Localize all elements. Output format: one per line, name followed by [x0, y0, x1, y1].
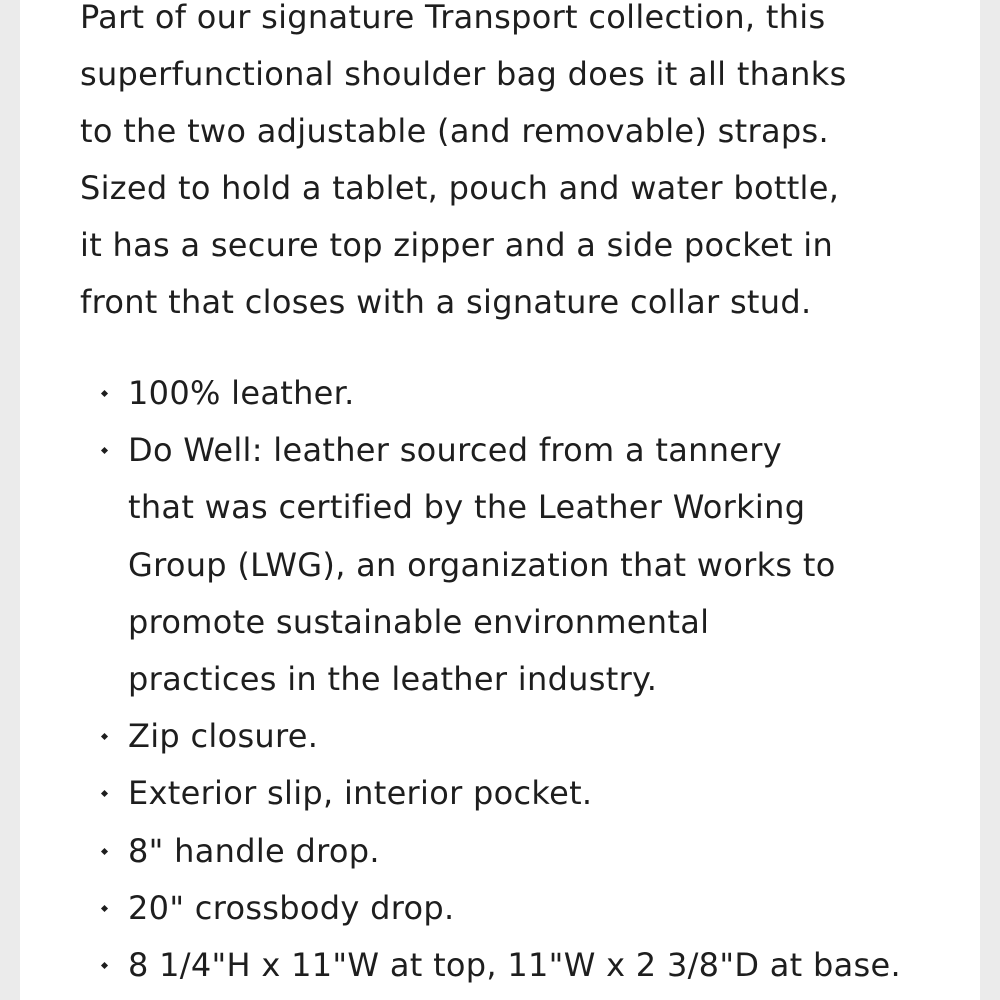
bullet-icon — [101, 905, 108, 912]
feature-text: that was certified by the Leather Working — [128, 488, 806, 527]
feature-item-closure — [80, 708, 960, 765]
feature-text: 20" crossbody drop. — [128, 888, 455, 927]
feature-item-dimensions — [80, 937, 960, 994]
feature-text: 8" handle drop. — [128, 831, 380, 870]
feature-list — [80, 365, 960, 994]
feature-text: Group (LWG), an organization that works to — [128, 545, 836, 584]
bullet-icon — [101, 962, 108, 969]
feature-text: 100% leather. — [128, 374, 355, 412]
feature-text: Do Well: leather sourced from a tannery — [128, 431, 782, 470]
feature-text: practices in the leather industry. — [128, 660, 658, 699]
description-line: Sized to hold a tablet, pouch and water bottle, — [80, 169, 840, 207]
feature-text: Zip closure. — [128, 717, 319, 756]
bullet-icon — [101, 848, 108, 855]
feature-text: promote sustainable environmental — [128, 602, 710, 641]
bullet-icon — [101, 733, 108, 740]
feature-item-material — [80, 365, 960, 422]
product-details-panel — [20, 0, 980, 1000]
description-line: to the two adjustable (and removable) straps. — [80, 112, 829, 150]
description-line: Part of our signature Transport collection, this — [80, 0, 826, 36]
feature-item-handle-drop — [80, 823, 960, 880]
feature-item-do-well — [80, 422, 960, 708]
product-description — [80, 0, 960, 331]
bullet-icon — [101, 790, 108, 797]
feature-text: 8 1/4"H x 11"W at top, 11"W x 2 3/8"D at base. — [128, 946, 901, 985]
feature-item-pockets — [80, 765, 960, 822]
bullet-icon — [101, 390, 108, 397]
feature-text: Exterior slip, interior pocket. — [128, 774, 593, 813]
description-line: it has a secure top zipper and a side pocket in — [80, 226, 834, 264]
description-line: front that closes with a signature collar stud. — [80, 283, 812, 321]
bullet-icon — [101, 447, 108, 454]
feature-item-crossbody-drop — [80, 880, 960, 937]
description-line: superfunctional shoulder bag does it all thanks — [80, 55, 847, 93]
